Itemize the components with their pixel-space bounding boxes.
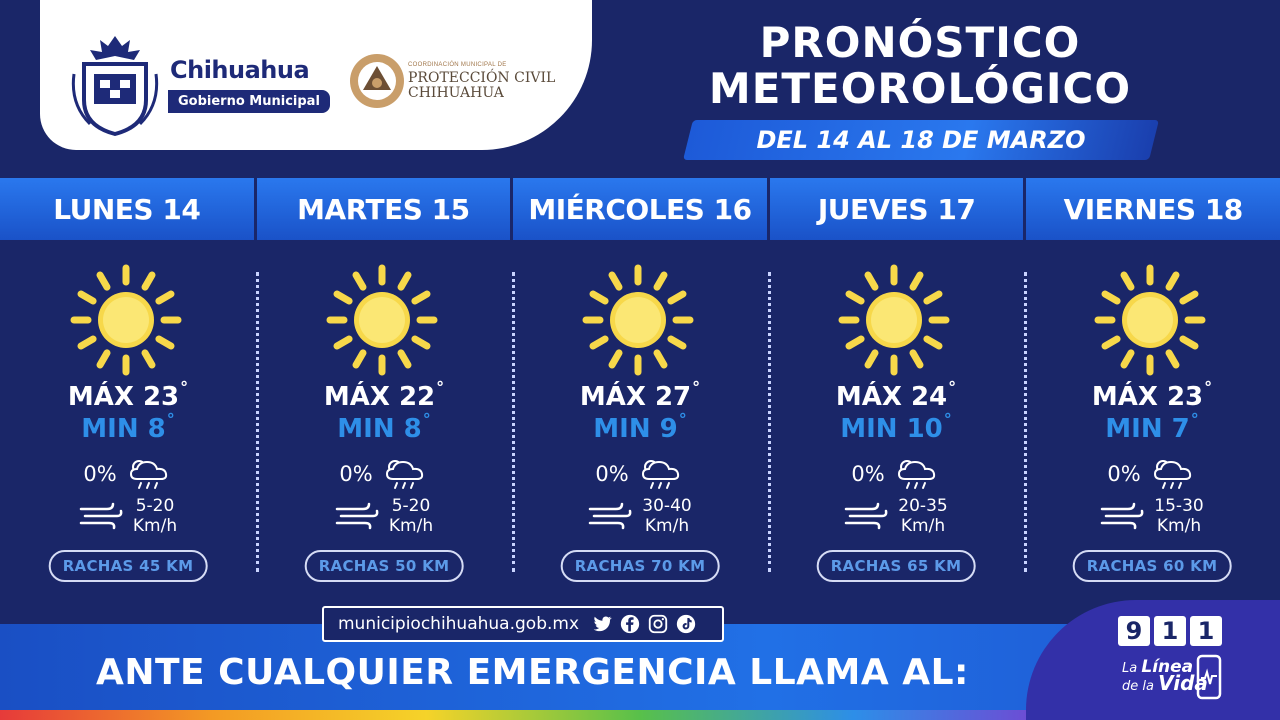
wind-icon [335, 501, 379, 531]
max-temp: MÁX 27° [579, 378, 701, 412]
wind-row [0, 494, 256, 538]
civil-protection-seal-icon [348, 52, 406, 110]
max-temp: MÁX 24° [835, 378, 957, 412]
instagram-icon[interactable] [647, 613, 669, 635]
pc-line2: CHIHUAHUA [408, 85, 504, 101]
digit: 1 [1190, 616, 1222, 646]
degree-symbol: ° [1190, 410, 1199, 429]
rain-row [512, 456, 768, 492]
gusts-badge: RACHAS 65 KM [817, 550, 976, 582]
linea-la: La [1122, 661, 1138, 676]
day-header: VIERNES 18 [1026, 178, 1280, 240]
forecast-column [256, 250, 512, 590]
linea-vida: Vida [1158, 671, 1208, 695]
rain-probability: 0% [1107, 462, 1141, 486]
wind-speed: 20-35 Km/h [898, 496, 948, 536]
digit: 9 [1118, 616, 1150, 646]
rain-cloud-icon [127, 457, 173, 491]
sun-icon [582, 264, 694, 376]
date-range: DEL 14 AL 18 DE MARZO [756, 126, 1086, 154]
website-url[interactable]: municipiochihuahua.gob.mx [338, 614, 580, 634]
rain-row [768, 456, 1024, 492]
crest-icon [70, 34, 160, 136]
degree-symbol: ° [678, 410, 687, 429]
rain-probability: 0% [339, 462, 373, 486]
min-temp: MIN 7° [1105, 410, 1199, 444]
forecast-column [768, 250, 1024, 590]
wind-speed: 15-30 Km/h [1154, 496, 1204, 536]
city-name: Chihuahua [170, 56, 310, 84]
rain-cloud-icon [383, 457, 429, 491]
wind-speed: 5-20 Km/h [388, 496, 434, 536]
wind-row [512, 494, 768, 538]
days-header [0, 178, 1280, 240]
rain-row [0, 456, 256, 492]
wind-row [1024, 494, 1280, 538]
gusts-badge: RACHAS 60 KM [1073, 550, 1232, 582]
rain-cloud-icon [895, 457, 941, 491]
wind-row [768, 494, 1024, 538]
pc-coordination: COORDINACIÓN MUNICIPAL DE [408, 62, 507, 68]
day-header: JUEVES 17 [770, 178, 1024, 240]
wind-speed: 5-20 Km/h [132, 496, 178, 536]
pc-title [408, 71, 555, 101]
wind-icon [1100, 501, 1144, 531]
sun-icon [838, 264, 950, 376]
rain-probability: 0% [595, 462, 629, 486]
gusts-badge: RACHAS 70 KM [561, 550, 720, 582]
title-line2: METEOROLÓGICO [708, 64, 1132, 113]
degree-symbol: ° [180, 378, 189, 397]
digit: 1 [1154, 616, 1186, 646]
sun-icon [1094, 264, 1206, 376]
title-line1: PRONÓSTICO [759, 18, 1081, 67]
rain-row [256, 456, 512, 492]
emergency-number[interactable] [1118, 616, 1222, 646]
max-temp: MÁX 23° [1091, 378, 1213, 412]
forecast-column [1024, 250, 1280, 590]
twitter-icon[interactable] [591, 613, 613, 635]
forecast-column [0, 250, 256, 590]
degree-symbol: ° [943, 410, 952, 429]
linea-linea: Línea [1141, 657, 1194, 677]
sun-icon [70, 264, 182, 376]
gusts-badge: RACHAS 45 KM [49, 550, 208, 582]
wind-icon [588, 501, 632, 531]
day-header: MIÉRCOLES 16 [513, 178, 767, 240]
rain-cloud-icon [1151, 457, 1197, 491]
degree-symbol: ° [1204, 378, 1213, 397]
wind-icon [79, 501, 123, 531]
wind-row [256, 494, 512, 538]
sun-icon [326, 264, 438, 376]
forecast-column [512, 250, 768, 590]
min-temp: MIN 9° [593, 410, 687, 444]
max-temp: MÁX 22° [323, 378, 445, 412]
rain-probability: 0% [851, 462, 885, 486]
tiktok-icon[interactable] [675, 613, 697, 635]
degree-symbol: ° [422, 410, 431, 429]
city-subtitle: Gobierno Municipal [168, 90, 330, 113]
phone-icon [1196, 654, 1222, 700]
degree-symbol: ° [436, 378, 445, 397]
page-title [620, 20, 1220, 112]
rain-cloud-icon [639, 457, 685, 491]
min-temp: MIN 10° [840, 410, 952, 444]
day-header: LUNES 14 [0, 178, 254, 240]
forecast-columns [0, 250, 1280, 590]
degree-symbol: ° [166, 410, 175, 429]
logo-panel [40, 0, 592, 150]
degree-symbol: ° [948, 378, 957, 397]
linea-dela: de la [1122, 679, 1154, 694]
website-box[interactable] [322, 606, 724, 642]
min-temp: MIN 8° [337, 410, 431, 444]
gusts-badge: RACHAS 50 KM [305, 550, 464, 582]
wind-icon [844, 501, 888, 531]
degree-symbol: ° [692, 378, 701, 397]
wind-speed: 30-40 Km/h [642, 496, 692, 536]
facebook-icon[interactable] [619, 613, 641, 635]
day-header: MARTES 15 [257, 178, 511, 240]
max-temp: MÁX 23° [67, 378, 189, 412]
rain-probability: 0% [83, 462, 117, 486]
pc-line1: PROTECCIÓN CIVIL [408, 70, 556, 86]
rain-row [1024, 456, 1280, 492]
min-temp: MIN 8° [81, 410, 175, 444]
emergency-message: ANTE CUALQUIER EMERGENCIA LLAMA AL: [96, 652, 969, 693]
